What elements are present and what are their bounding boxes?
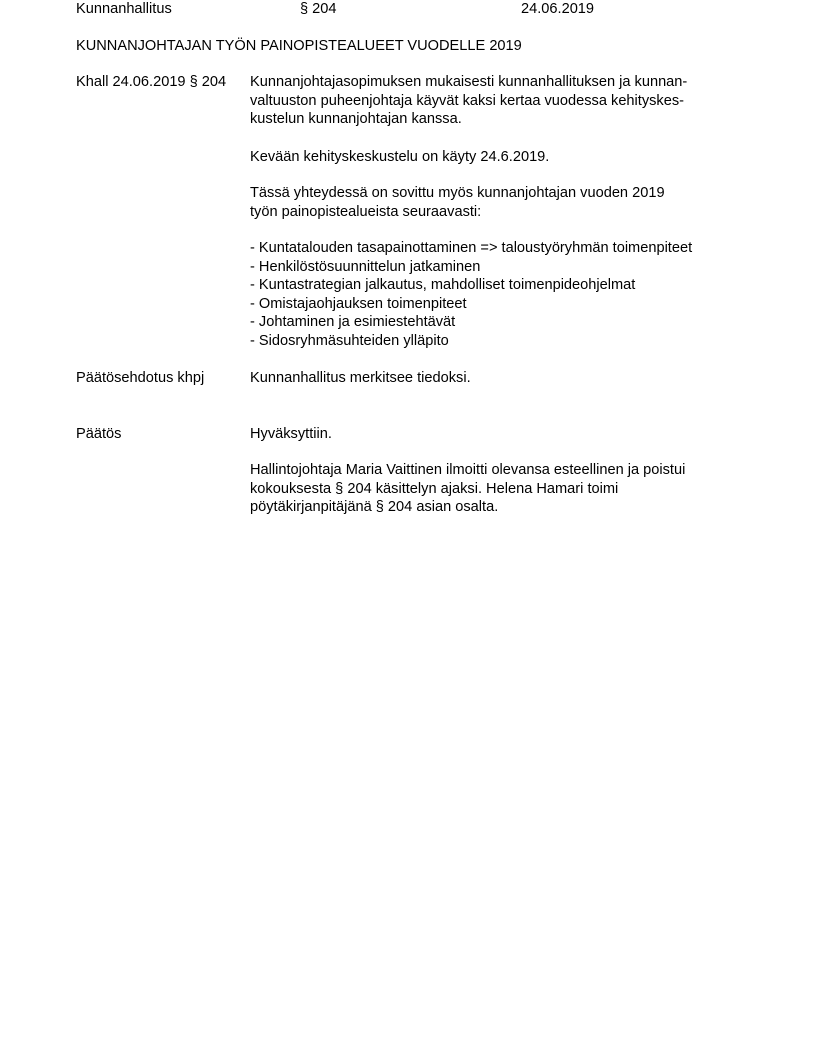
preparation-paragraph-1: Kunnanjohtajasopimuksen mukaisesti kunnanhallituksen ja kunnan- valtuuston puheenjohtaja käyvät kaksi kertaa vuodessa kehityskes- kustelun kunnanjohtajan kanssa. <box>250 74 688 128</box>
proposal-text: Kunnanhallitus merkitsee tiedoksi. <box>250 370 471 386</box>
preparation-paragraph-3: Tässä yhteydessä on sovittu myös kunnanjohtajan vuoden 2019 työn painopistealueista seuraavasti: <box>250 185 665 220</box>
decision-text: Hyväksyttiin. <box>250 426 332 442</box>
list-item: - Omistajaohjauksen toimenpiteet <box>250 295 467 312</box>
list-item: - Kuntastrategian jalkautus, mahdolliset toimenpideohjelmat <box>250 277 636 294</box>
decision-note: Hallintojohtaja Maria Vaittinen ilmoitti olevansa esteellinen ja poistui kokouksesta § 204 käsittelyn ajaksi. Helena Hamari toimi pöytäkirjanpitäjänä § 204 asian osalta. <box>250 462 686 516</box>
page-title: KUNNANJOHTAJAN TYÖN PAINOPISTEALUEET VUODELLE 2019 <box>76 38 522 54</box>
list-item: - Sidosryhmäsuhteiden ylläpito <box>250 332 449 349</box>
decision-label: Päätös <box>76 426 122 442</box>
list-item: - Johtaminen ja esimiestehtävät <box>250 314 456 331</box>
organ-name: Kunnanhallitus <box>76 1 172 17</box>
list-item: - Kuntatalouden tasapainottaminen => taloustyöryhmän toimenpiteet <box>250 240 693 256</box>
preparation-paragraph-2: Kevään kehityskeskustelu on käyty 24.6.2019. <box>250 149 550 165</box>
section-number: § 204 <box>300 1 337 17</box>
meeting-date: 24.06.2019 <box>521 1 595 17</box>
priority-list <box>250 239 692 351</box>
preparation-label: Khall 24.06.2019 § 204 <box>76 74 227 90</box>
list-item: - Henkilöstösuunnittelun jatkaminen <box>250 258 481 275</box>
proposal-label: Päätösehdotus khpj <box>76 370 205 386</box>
